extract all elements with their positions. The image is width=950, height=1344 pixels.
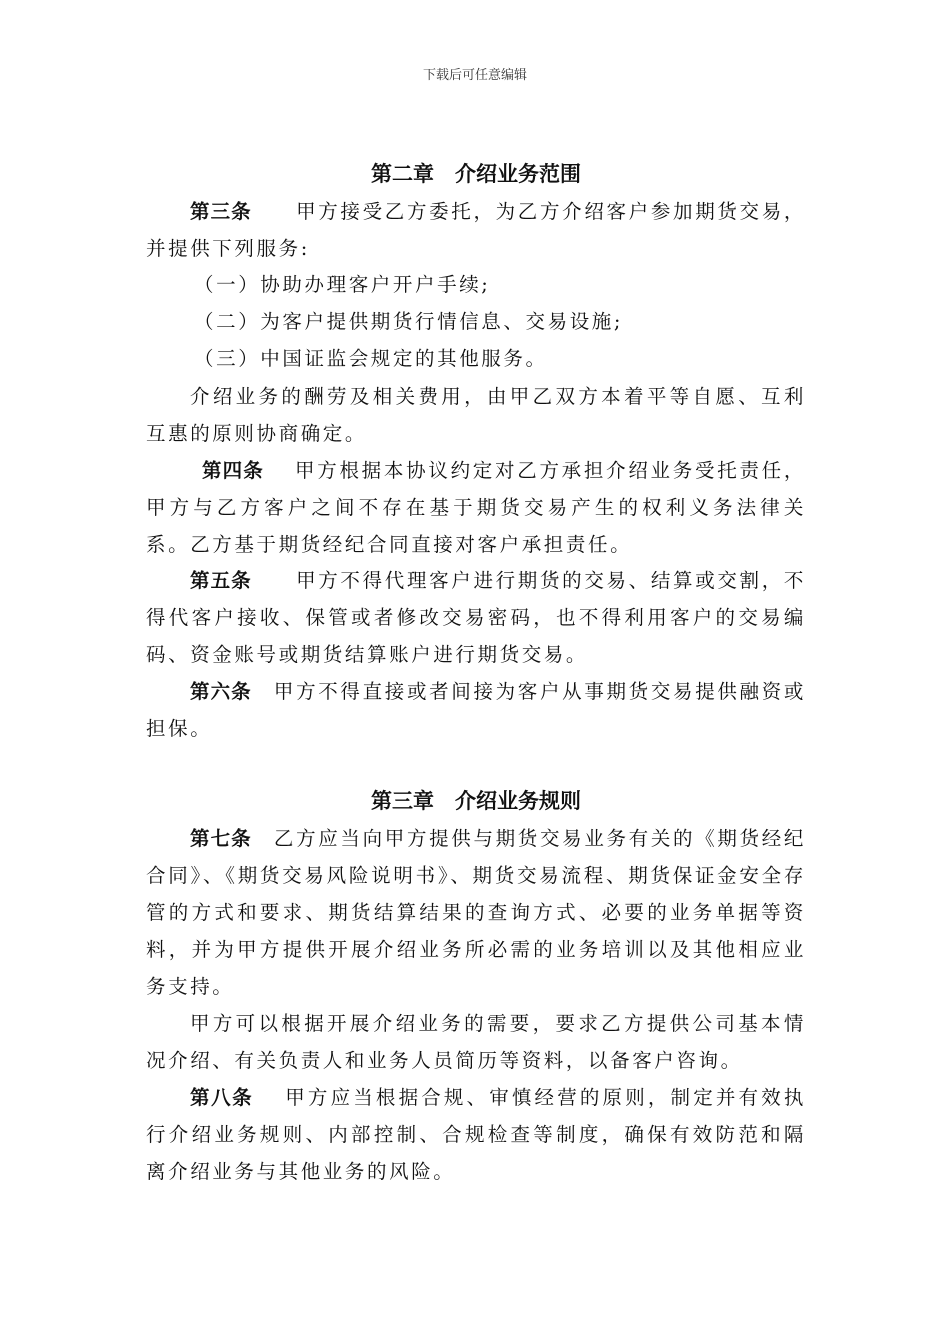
article-3-label: 第三条 bbox=[190, 200, 252, 223]
article-5 bbox=[146, 562, 806, 673]
fee-paragraph: 介绍业务的酬劳及相关费用，由甲乙双方本着平等自愿、互利互惠的原则协商确定。 bbox=[146, 385, 806, 445]
chapter-3-title: 第三章 介绍业务规则 bbox=[371, 789, 581, 813]
article-3 bbox=[146, 193, 806, 267]
article-4-label: 第四条 bbox=[202, 459, 264, 482]
article-7 bbox=[146, 820, 806, 1005]
article-5-text: 甲方不得代理客户进行期货的交易、结算或交割，不得代客户接收、保管或者修改交易密码，也不得利用客户的交易编码、资金账号或期货结算账户进行期货交易。 bbox=[146, 569, 806, 666]
article-8-text: 甲方应当根据合规、审慎经营的原则，制定并有效执行介绍业务规则、内部控制、合规检查等制度，确保有效防范和隔离介绍业务与其他业务的风险。 bbox=[146, 1086, 806, 1183]
service-item-1: （一）协助办理客户开户手续; bbox=[194, 273, 491, 296]
article-5-label: 第五条 bbox=[190, 569, 252, 592]
article-4 bbox=[146, 452, 806, 563]
page-header: 下载后可任意编辑 bbox=[422, 68, 527, 83]
article-7-label: 第七条 bbox=[190, 827, 252, 850]
article-6-text: 甲方不得直接或者间接为客户从事期货交易提供融资或担保。 bbox=[146, 680, 806, 740]
chapter-2-title: 第二章 介绍业务范围 bbox=[371, 162, 581, 186]
article-3-text: 甲方接受乙方委托，为乙方介绍客户参加期货交易，并提供下列服务: bbox=[146, 200, 806, 260]
article-6 bbox=[146, 673, 806, 747]
service-item-2: （二）为客户提供期货行情信息、交易设施; bbox=[194, 310, 624, 333]
article-6-label: 第六条 bbox=[190, 680, 252, 703]
article-7-text: 乙方应当向甲方提供与期货交易业务有关的《期货经纪合同》、《期货交易风险说明书》、期货交易流程、期货保证金安全存管的方式和要求、期货结算结果的查询方式、必要的业务单据等资料，并为甲方提供开展介绍业务所必需的业务培训以及其他相应业务支持。 bbox=[146, 827, 806, 998]
article-7-paragraph-2: 甲方可以根据开展介绍业务的需要，要求乙方提供公司基本情况介绍、有关负责人和业务人员简历等资料，以备客户咨询。 bbox=[146, 1012, 806, 1072]
service-item-3: （三）中国证监会规定的其他服务。 bbox=[194, 347, 548, 370]
article-4-text: 甲方根据本协议约定对乙方承担介绍业务受托责任，甲方与乙方客户之间不存在基于期货交易产生的权利义务法律关系。乙方基于期货经纪合同直接对客户承担责任。 bbox=[146, 459, 806, 556]
article-8 bbox=[146, 1079, 806, 1190]
article-8-label: 第八条 bbox=[190, 1086, 254, 1109]
